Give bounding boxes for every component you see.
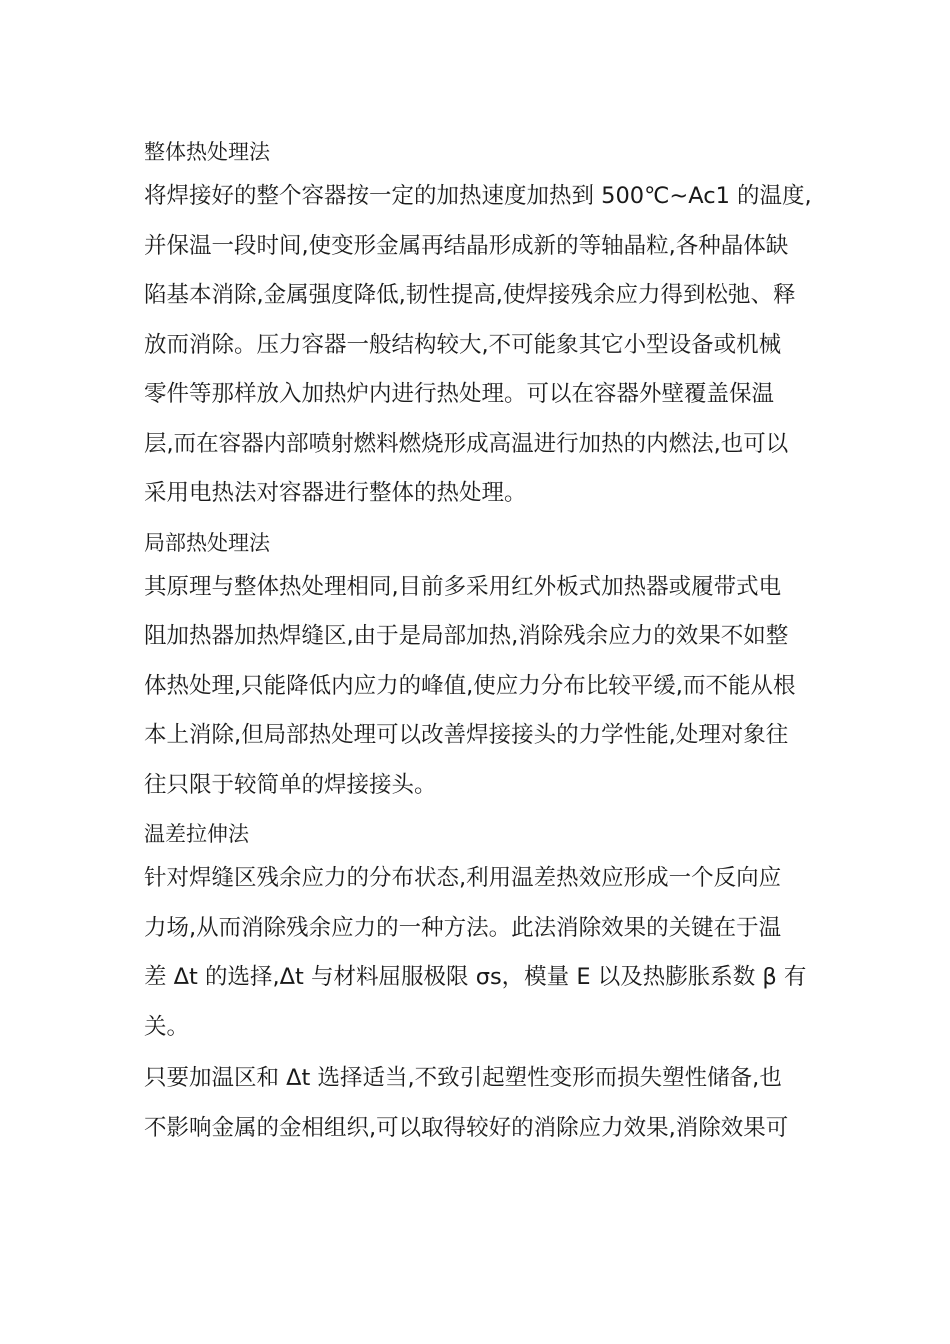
text-line: 并保温一段时间,使变形金属再结晶形成新的等轴晶粒,各种晶体缺 [144,232,789,259]
text-line: 往只限于较简单的焊接接头。 [144,771,437,798]
document-page [144,134,812,1159]
text-line: 关。 [144,1013,190,1040]
text-line: 零件等那样放入加热炉内进行热处理。可以在容器外壁覆盖保温 [144,381,775,407]
section-temperature-difference-stretching [144,816,808,1153]
text-line: 差 Δt 的选择,Δt 与材料屈服极限 σs，模量 E 以及热膨胀系数 β 有 [144,964,807,990]
paragraph [144,172,812,519]
text-line: 采用电热法对容器进行整体的热处理。 [144,480,527,506]
text-line: 阻加热器加热焊缝区,由于是局部加热,消除残余应力的效果不如整 [144,623,789,649]
text-line: 不影响金属的金相组织,可以取得较好的消除应力效果,消除效果可 [144,1114,789,1141]
text-line: 放而消除。压力容器一般结构较大,不可能象其它小型设备或机械 [144,331,782,358]
section-overall-heat-treatment [144,134,812,519]
paragraph [144,1054,808,1153]
text-line: 体热处理,只能降低内应力的峰值,使应力分布比较平缓,而不能从根 [144,672,796,699]
text-line: 将焊接好的整个容器按一定的加热速度加热到 500℃~Ac1 的温度, [144,183,812,209]
text-line: 本上消除,但局部热处理可以改善焊接接头的力学性能,处理对象往 [144,722,789,748]
text-line: 力场,从而消除残余应力的一种方法。此法消除效果的关键在于温 [144,914,782,941]
text-line: 其原理与整体热处理相同,目前多采用红外板式加热器或履带式电 [144,573,782,600]
text-line: 针对焊缝区残余应力的分布状态,利用温差热效应形成一个反向应 [144,865,782,891]
text-line: 层,而在容器内部喷射燃料燃烧形成高温进行加热的内燃法,也可以 [144,430,789,457]
section-heading: 温差拉伸法 [144,822,249,846]
text-line: 只要加温区和 Δt 选择适当,不致引起塑性变形而损失塑性储备,也 [144,1065,782,1091]
section-heading: 整体热处理法 [144,140,270,164]
section-local-heat-treatment [144,525,808,811]
section-heading: 局部热处理法 [144,530,270,555]
paragraph [144,854,808,1052]
paragraph [144,563,808,811]
text-line: 陷基本消除,金属强度降低,韧性提高,使焊接残余应力得到松弛、释 [144,282,796,308]
